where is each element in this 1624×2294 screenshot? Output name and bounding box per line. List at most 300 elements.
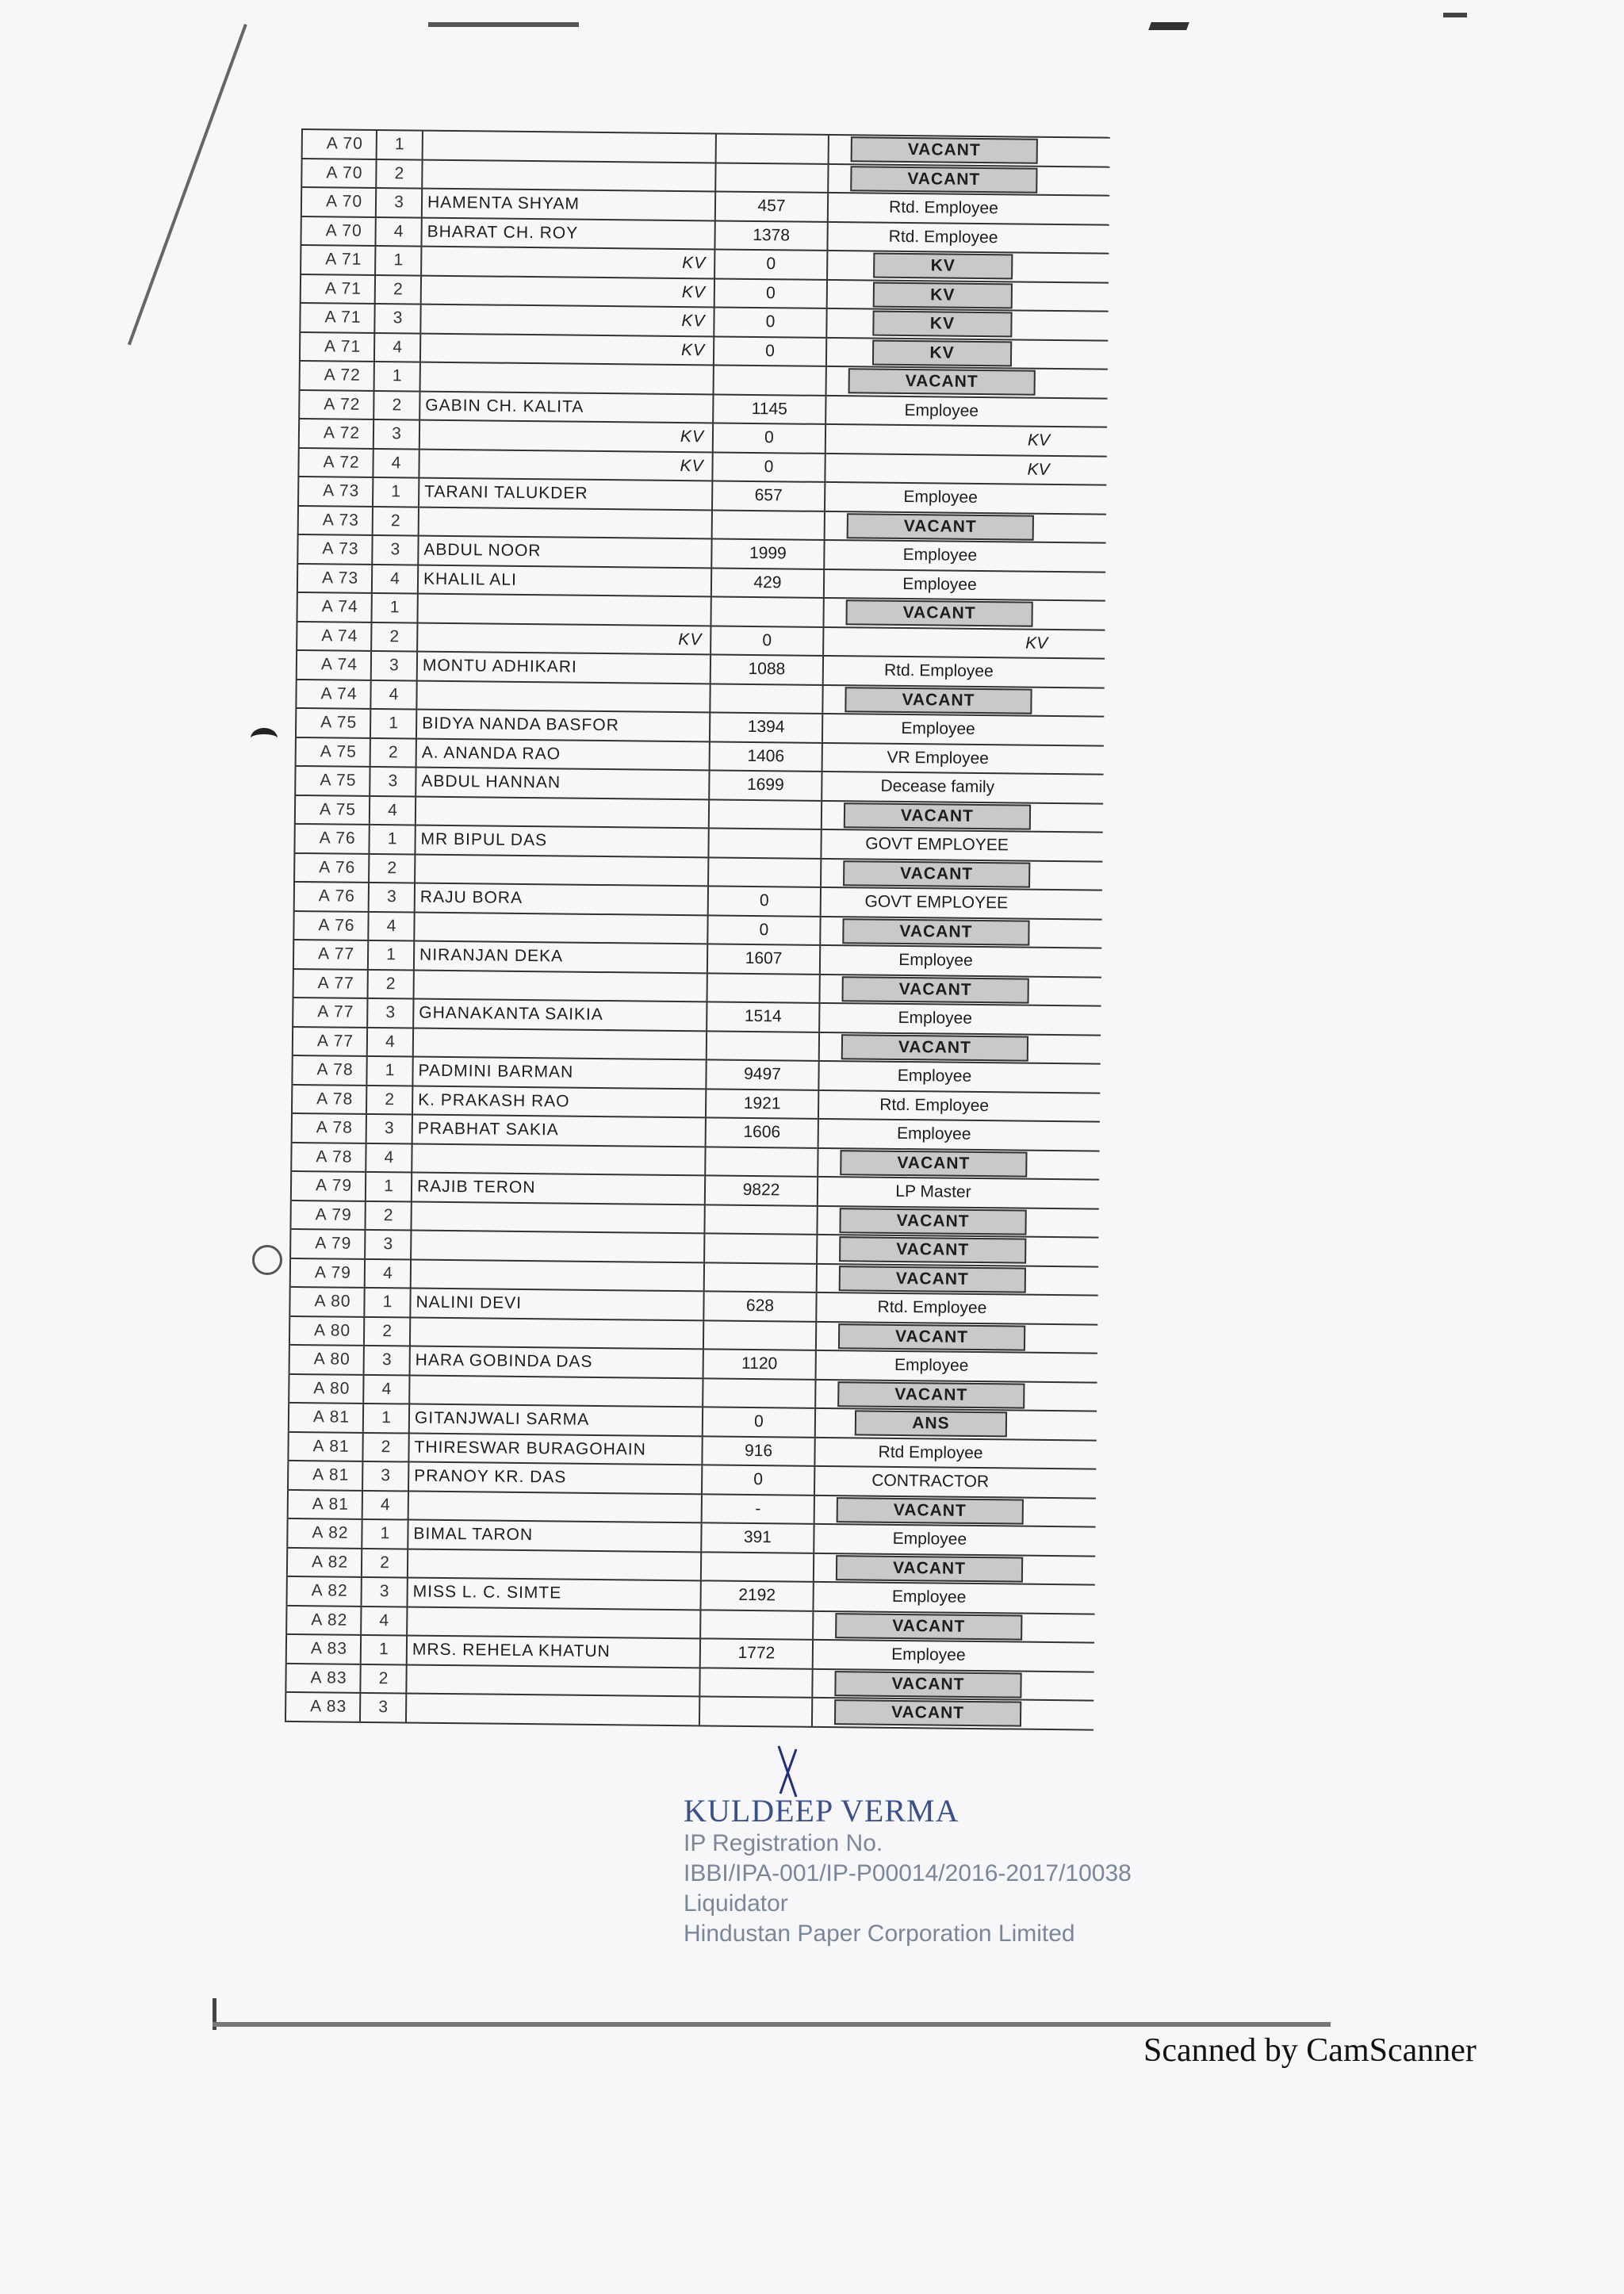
- plot-cell: A 82: [286, 1577, 362, 1606]
- occupant-name-cell: [419, 565, 712, 596]
- unit-number-cell: 3: [363, 1462, 409, 1490]
- status-cell: [822, 801, 1052, 831]
- plot-cell: A 80: [289, 1346, 365, 1374]
- unit-number-cell: 1: [370, 825, 416, 853]
- unit-number-cell: 1: [377, 131, 423, 159]
- plot-cell: A 72: [299, 362, 375, 390]
- occupant-name: ABDUL HANNAN: [421, 772, 561, 792]
- status-cell: [828, 251, 1058, 281]
- occupant-name: HARA GOBINDA DAS: [415, 1350, 593, 1372]
- occupant-name-cell: [408, 1579, 701, 1609]
- status-cell: [829, 164, 1059, 194]
- occupant-name-cell: [419, 479, 713, 509]
- amount-cell: 0: [713, 453, 825, 481]
- status-cell: [817, 1322, 1047, 1352]
- unit-number-cell: 1: [373, 478, 419, 506]
- amount-cell: [701, 1610, 814, 1639]
- occupant-name: K. PRAKASH RAO: [418, 1090, 570, 1111]
- amount-cell: 457: [716, 192, 829, 220]
- plot-cell: A 70: [301, 159, 377, 187]
- occupant-name-cell: [412, 1174, 706, 1204]
- status-text: Rtd Employee: [878, 1442, 983, 1462]
- occupant-name-cell: [407, 1665, 700, 1695]
- amount-cell: 0: [715, 250, 828, 278]
- occupant-name-cell: [412, 1202, 705, 1232]
- plot-cell: A 77: [293, 940, 369, 969]
- status-cell: [820, 1032, 1050, 1063]
- plot-cell: A 73: [297, 477, 373, 506]
- occupant-name: GITANJWALI SARMA: [414, 1408, 590, 1430]
- status-badge: KV: [873, 253, 1013, 280]
- plot-cell: A 81: [288, 1404, 364, 1432]
- plot-cell: A 76: [293, 825, 370, 853]
- status-cell: [827, 309, 1057, 339]
- status-badge: VACANT: [842, 976, 1029, 1003]
- plot-cell: A 71: [300, 274, 376, 303]
- status-cell: [821, 946, 1051, 976]
- amount-cell: 0: [715, 279, 828, 308]
- status-cell: [815, 1467, 1045, 1497]
- plot-cell: A 75: [294, 795, 370, 824]
- plot-cell: A 81: [287, 1432, 363, 1461]
- amount-cell: [706, 1147, 818, 1176]
- amount-cell: 1607: [708, 944, 821, 973]
- occupant-name-cell: [414, 1028, 707, 1059]
- amount-cell: [707, 1032, 820, 1060]
- unit-number-cell: 2: [371, 738, 417, 766]
- status-badge: KV: [873, 311, 1013, 338]
- amount-cell: 1088: [711, 655, 824, 684]
- registration-number: IBBI/IPA-001/IP-P00014/2016-2017/10038: [684, 1860, 1132, 1886]
- occupant-name-cell: [422, 218, 715, 248]
- status-cell: [814, 1553, 1044, 1584]
- amount-cell: 1921: [707, 1090, 819, 1118]
- occupant-name-cell: [419, 537, 712, 567]
- amount-cell: [700, 1668, 813, 1697]
- plot-cell: A 72: [297, 448, 373, 477]
- status-cell: [820, 975, 1050, 1005]
- kv-marker: KV: [680, 456, 704, 476]
- unit-number-cell: 2: [376, 275, 422, 303]
- kv-marker: KV: [681, 282, 706, 302]
- occupant-name-cell: [411, 1347, 704, 1377]
- unit-number-cell: 3: [372, 652, 418, 680]
- occupant-name: PRABHAT SAKIA: [417, 1119, 559, 1139]
- amount-cell: -: [703, 1495, 815, 1523]
- unit-number-cell: 1: [366, 1173, 412, 1201]
- status-badge: VACANT: [834, 1699, 1021, 1726]
- plot-cell: A 74: [296, 622, 372, 650]
- unit-number-cell: 4: [362, 1607, 408, 1634]
- occupant-name: GHANAKANTA SAIKIA: [419, 1003, 603, 1024]
- plot-cell: A 80: [289, 1316, 365, 1345]
- unit-number-cell: 3: [365, 1346, 411, 1374]
- unit-number-cell: 2: [367, 1086, 413, 1113]
- plot-cell: A 73: [297, 564, 373, 592]
- plot-cell: A 79: [289, 1230, 366, 1258]
- occupant-name-cell: [412, 1231, 705, 1262]
- amount-cell: 9822: [706, 1176, 818, 1204]
- status-cell: [822, 830, 1051, 860]
- signatory-role: Liquidator: [684, 1890, 788, 1917]
- occupant-name-cell: [416, 855, 709, 885]
- amount-cell: 1120: [704, 1350, 817, 1378]
- status-text: Rtd. Employee: [889, 198, 998, 218]
- status-text: LP Master: [895, 1182, 971, 1202]
- status-text: CONTRACTOR: [871, 1471, 990, 1492]
- occupant-name-cell: [413, 1058, 707, 1088]
- occupant-name: A. ANANDA RAO: [421, 743, 561, 764]
- status-cell: [813, 1698, 1043, 1729]
- signatory-name: KULDEEP VERMA: [684, 1793, 959, 1829]
- occupant-name-cell: [408, 1521, 702, 1551]
- unit-number-cell: 3: [375, 304, 421, 332]
- amount-cell: 0: [703, 1465, 815, 1494]
- occupant-name-cell: [413, 1116, 707, 1146]
- plot-cell: A 71: [299, 332, 375, 361]
- amount-cell: 628: [704, 1292, 817, 1320]
- plot-cell: A 82: [286, 1548, 362, 1576]
- amount-cell: [709, 829, 822, 857]
- occupant-name: ABDUL NOOR: [423, 540, 542, 561]
- unit-number-cell: 3: [370, 883, 416, 911]
- plot-cell: A 70: [301, 188, 377, 216]
- unit-number-cell: 1: [365, 1289, 411, 1316]
- plot-cell: A 82: [285, 1606, 362, 1634]
- occupant-name-cell: [416, 884, 709, 914]
- plot-cell: A 83: [285, 1664, 361, 1692]
- status-cell: [818, 1235, 1048, 1266]
- status-cell: [819, 1062, 1049, 1092]
- occupant-name: NALINI DEVI: [416, 1293, 523, 1313]
- unit-number-cell: 3: [361, 1694, 407, 1721]
- amount-cell: [704, 1321, 817, 1350]
- status-cell: [829, 193, 1059, 224]
- occupant-name-cell: [416, 797, 710, 827]
- scan-edge-top: [428, 22, 579, 27]
- status-badge: VACANT: [842, 918, 1029, 945]
- status-cell: [825, 454, 1055, 484]
- plot-cell: A 73: [297, 535, 373, 564]
- occupant-name-cell: [410, 1405, 703, 1435]
- amount-cell: 1406: [710, 742, 823, 771]
- status-text: Employee: [894, 1356, 969, 1376]
- status-badge: VACANT: [839, 1208, 1026, 1235]
- amount-cell: 1999: [712, 539, 825, 568]
- status-text: Employee: [903, 488, 978, 507]
- unit-number-cell: 1: [362, 1636, 408, 1664]
- occupant-name-cell: [415, 913, 708, 943]
- plot-cell: A 75: [295, 737, 371, 766]
- status-text: Employee: [901, 719, 975, 739]
- status-cell: [824, 657, 1054, 687]
- occupant-name-cell: [411, 1289, 704, 1319]
- status-cell: [825, 483, 1055, 513]
- occupant-name-cell: [413, 1086, 707, 1116]
- amount-cell: 1606: [707, 1118, 819, 1147]
- status-cell: [821, 917, 1051, 947]
- unit-number-cell: 3: [374, 420, 420, 448]
- amount-cell: [703, 1379, 816, 1407]
- amount-cell: 0: [714, 308, 827, 336]
- occupant-name: MISS L. C. SIMTE: [412, 1582, 562, 1603]
- status-cell: [819, 1120, 1049, 1150]
- kv-status-marker: KV: [1027, 431, 1051, 450]
- unit-number-cell: 3: [377, 189, 423, 216]
- status-text: Rtd. Employee: [888, 227, 998, 247]
- occupant-name: NIRANJAN DEKA: [419, 945, 564, 966]
- occupant-name-cell: [417, 681, 710, 711]
- status-cell: [817, 1351, 1047, 1381]
- occupant-name-cell: [418, 623, 711, 653]
- unit-number-cell: 1: [362, 1520, 408, 1548]
- status-cell: [822, 859, 1051, 889]
- status-cell: [815, 1496, 1045, 1526]
- amount-cell: 0: [714, 337, 827, 366]
- unit-number-cell: 2: [374, 391, 420, 419]
- status-cell: [818, 1206, 1048, 1236]
- occupant-name: MONTU ADHIKARI: [422, 656, 577, 676]
- unit-number-cell: 2: [369, 970, 415, 998]
- unit-number-cell: 4: [363, 1491, 409, 1518]
- status-cell: [824, 627, 1054, 657]
- plot-cell: A 78: [291, 1114, 367, 1143]
- unit-number-cell: 2: [362, 1549, 408, 1576]
- company-name: Hindustan Paper Corporation Limited: [684, 1921, 1075, 1947]
- status-badge: KV: [872, 339, 1012, 366]
- status-cell: [826, 425, 1056, 455]
- unit-number-cell: 2: [366, 1201, 412, 1229]
- plot-cell: A 74: [295, 680, 371, 708]
- status-text: Employee: [892, 1530, 967, 1549]
- status-badge: VACANT: [843, 860, 1030, 887]
- amount-cell: [714, 366, 827, 394]
- status-cell: [814, 1583, 1044, 1613]
- amount-cell: [717, 134, 829, 163]
- amount-cell: 1394: [710, 713, 823, 741]
- status-badge: VACANT: [838, 1323, 1025, 1350]
- unit-number-cell: 4: [373, 565, 419, 592]
- status-badge: VACANT: [837, 1381, 1025, 1408]
- plot-cell: A 79: [289, 1201, 366, 1229]
- status-cell: [825, 541, 1055, 571]
- occupant-name: THIRESWAR BURAGOHAIN: [414, 1438, 646, 1459]
- status-badge: VACANT: [850, 166, 1037, 193]
- occupant-name: TARANI TALUKDER: [424, 482, 588, 504]
- occupant-name-cell: [421, 334, 714, 364]
- registration-label: IP Registration No.: [684, 1830, 883, 1856]
- status-cell: [826, 396, 1056, 426]
- plot-cell: A 78: [291, 1085, 367, 1113]
- status-badge: VACANT: [836, 1555, 1023, 1582]
- unit-number-cell: 2: [361, 1664, 407, 1692]
- unit-number-cell: 1: [371, 710, 417, 737]
- occupant-name-cell: [423, 132, 717, 162]
- status-cell: [814, 1641, 1044, 1671]
- plot-cell: A 71: [299, 304, 375, 332]
- unit-number-cell: 4: [369, 912, 415, 940]
- plot-cell: A 77: [292, 1027, 368, 1055]
- amount-cell: 0: [711, 626, 824, 655]
- amount-cell: [711, 597, 824, 626]
- unit-number-cell: 3: [370, 768, 416, 795]
- occupant-name-cell: [419, 507, 713, 538]
- unit-number-cell: 2: [365, 1317, 411, 1345]
- unit-number-cell: 4: [371, 680, 417, 708]
- plot-cell: A 77: [293, 969, 369, 998]
- unit-number-cell: 3: [368, 999, 414, 1027]
- quarters-allotment-table: [285, 128, 1110, 1730]
- status-badge: VACANT: [834, 1671, 1021, 1698]
- status-text: Rtd. Employee: [883, 661, 994, 681]
- unit-number-cell: 4: [368, 1028, 414, 1055]
- plot-cell: A 81: [287, 1461, 363, 1490]
- status-text: Employee: [902, 574, 977, 594]
- amount-cell: 429: [712, 569, 825, 597]
- occupant-name-cell: [423, 160, 716, 190]
- plot-cell: A 79: [290, 1172, 366, 1201]
- occupant-name-cell: [415, 971, 708, 1001]
- occupant-name-cell: [416, 826, 709, 856]
- status-cell: [824, 599, 1054, 629]
- plot-cell: A 78: [290, 1143, 366, 1171]
- unit-number-cell: 4: [375, 333, 421, 361]
- unit-number-cell: 4: [373, 449, 419, 477]
- unit-number-cell: 3: [373, 536, 419, 564]
- unit-number-cell: 3: [362, 1578, 408, 1606]
- status-badge: ANS: [855, 1411, 1007, 1438]
- kv-marker: KV: [680, 427, 705, 446]
- occupant-name-cell: [417, 710, 710, 741]
- status-cell: [816, 1409, 1046, 1439]
- occupant-name-cell: [419, 450, 713, 480]
- occupant-name-cell: [409, 1463, 703, 1493]
- amount-cell: [710, 684, 823, 713]
- occupant-name-cell: [411, 1318, 704, 1348]
- status-cell: [819, 1090, 1049, 1120]
- occupant-name: HAMENTA SHYAM: [427, 193, 580, 213]
- status-text: GOVT EMPLOYEE: [864, 892, 1009, 913]
- unit-number-cell: 2: [363, 1433, 409, 1461]
- status-badge: VACANT: [851, 137, 1038, 164]
- occupant-name: PRANOY KR. DAS: [414, 1466, 567, 1487]
- occupant-name-cell: [422, 247, 715, 278]
- status-text: Employee: [898, 1009, 973, 1028]
- plot-cell: A 82: [286, 1519, 362, 1548]
- occupant-name-cell: [420, 421, 714, 451]
- unit-number-cell: 2: [377, 160, 423, 188]
- occupant-name-cell: [412, 1260, 705, 1290]
- occupant-name: RAJIB TERON: [416, 1177, 536, 1197]
- occupant-name: BHARAT CH. ROY: [427, 222, 579, 243]
- occupant-name-cell: [415, 942, 708, 972]
- status-cell: [827, 338, 1057, 368]
- status-text: Decease family: [880, 776, 995, 797]
- amount-cell: 0: [714, 423, 826, 452]
- occupant-name-cell: [409, 1492, 703, 1522]
- status-cell: [825, 511, 1055, 542]
- kv-marker: KV: [678, 630, 703, 649]
- amount-cell: [713, 511, 825, 539]
- amount-cell: 1378: [715, 221, 828, 250]
- status-cell: [822, 888, 1051, 918]
- amount-cell: [710, 800, 822, 829]
- amount-cell: 9497: [707, 1060, 819, 1089]
- status-badge: VACANT: [845, 687, 1032, 714]
- status-cell: [823, 685, 1053, 715]
- occupant-name-cell: [417, 739, 710, 769]
- amount-cell: [708, 974, 821, 1002]
- occupant-name-cell: [408, 1549, 702, 1580]
- occupant-name: BIMAL TARON: [413, 1524, 534, 1545]
- status-text: Employee: [891, 1587, 967, 1607]
- status-badge: VACANT: [847, 513, 1034, 540]
- kv-marker: KV: [682, 254, 707, 273]
- occupant-name-cell: [418, 595, 711, 625]
- occupant-name-cell: [422, 276, 715, 306]
- amount-cell: [716, 163, 829, 192]
- amount-cell: 0: [703, 1407, 816, 1436]
- plot-cell: A 75: [294, 767, 370, 795]
- scan-edge-mark: [1443, 13, 1467, 17]
- status-cell: [823, 743, 1053, 773]
- occupant-name-cell: [421, 363, 714, 393]
- plot-cell: A 76: [293, 853, 370, 882]
- amount-cell: [700, 1697, 813, 1725]
- plot-cell: A 74: [297, 593, 373, 622]
- plot-cell: A 73: [297, 506, 373, 534]
- kv-status-marker: KV: [1025, 634, 1048, 653]
- plot-cell: A 72: [298, 390, 374, 419]
- status-badge: VACANT: [845, 599, 1032, 626]
- status-cell: [815, 1438, 1045, 1468]
- unit-number-cell: 4: [366, 1259, 412, 1287]
- plot-cell: A 80: [289, 1288, 365, 1316]
- plot-cell: A 74: [296, 651, 372, 680]
- unit-number-cell: 4: [366, 1143, 412, 1171]
- amount-cell: [705, 1263, 818, 1292]
- status-cell: [823, 714, 1053, 745]
- kv-marker: KV: [680, 340, 706, 360]
- occupant-name: GABIN CH. KALITA: [425, 396, 584, 416]
- unit-number-cell: 4: [376, 217, 422, 245]
- amount-cell: 916: [703, 1437, 815, 1465]
- status-cell: [820, 1004, 1050, 1034]
- status-cell: [828, 280, 1058, 310]
- unit-number-cell: 4: [364, 1375, 410, 1403]
- kv-marker: KV: [681, 312, 706, 331]
- plot-cell: A 77: [292, 998, 368, 1027]
- status-badge: VACANT: [835, 1613, 1022, 1640]
- status-badge: VACANT: [840, 1150, 1027, 1177]
- status-cell: [816, 1380, 1046, 1410]
- status-cell: [818, 1148, 1048, 1178]
- status-text: Employee: [898, 951, 973, 971]
- occupant-name-cell: [421, 305, 714, 335]
- plot-cell: A 79: [289, 1258, 366, 1287]
- occupant-name-cell: [409, 1434, 703, 1464]
- amount-cell: [709, 858, 822, 887]
- status-cell: [828, 222, 1058, 252]
- plot-cell: A 83: [285, 1635, 362, 1664]
- amount-cell: 391: [702, 1523, 814, 1552]
- scanner-watermark: Scanned by CamScanner: [1143, 2032, 1477, 2069]
- status-badge: VACANT: [844, 802, 1031, 829]
- occupant-name-cell: [416, 768, 710, 798]
- amount-cell: 1514: [707, 1002, 820, 1031]
- amount-cell: 0: [709, 887, 822, 915]
- occupant-name-cell: [423, 190, 716, 220]
